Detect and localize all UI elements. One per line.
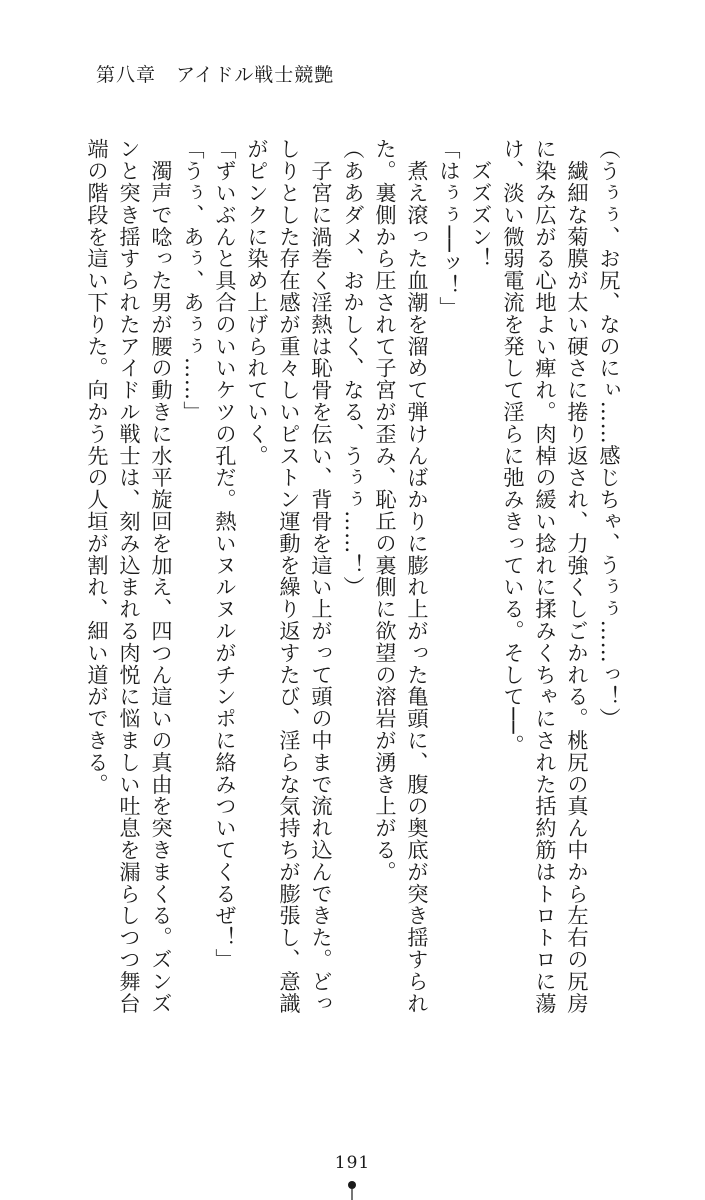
text-line: 煮え滾った血潮を溜めて弾けんばかりに膨れ上がった亀頭に、腹の奥底が突き揺すられ [405, 138, 430, 1014]
text-line: 「うぅ、あぅ、あぅぅ……」 [181, 138, 206, 423]
text-line: （ああダメ、おかしく、なる、うぅぅ……！） [341, 138, 366, 598]
text-line: 「ずいぶんと具合のいいケツの孔だ。熱いヌルヌルがチンポに絡みついてくるぜ！」 [213, 138, 238, 971]
text-line: け、淡い微弱電流を発して淫らに弛みきっている。そして──。 [501, 138, 526, 757]
text-line: しりとした存在感が重々しいピストン運動を繰り返すたび、淫らな気持ちが膨張し、意識 [277, 138, 302, 1014]
text-line: た。裏側から圧されて子宮が歪み、恥丘の裏側に欲望の溶岩が湧き上がる。 [373, 138, 398, 883]
text-line: に染み広がる心地よい痺れ。肉棹の緩い捻れに揉みくちゃにされた括約筋はトロトロに蕩 [533, 138, 558, 1014]
text-line: 端の階段を這い下りた。向かう先の人垣が割れ、細い道ができる。 [85, 138, 110, 795]
page-number: 191 [334, 1153, 371, 1173]
text-line: 子宮に渦巻く淫熱は恥骨を伝い、背骨を這い上がって頭の中まで流れ込んできた。どっ [309, 138, 334, 1014]
text-line: ズズズン！ [469, 138, 494, 270]
running-header: 第八章 アイドル戦士競艶 [96, 64, 335, 86]
body-text [81, 138, 625, 1123]
text-line: ンと突き揺すられたアイドル戦士は、刻み込まれる肉悦に悩ましい吐息を漏らしつつ舞台 [117, 138, 142, 1014]
text-line: がピンクに染め上げられていく。 [245, 138, 270, 467]
page-marker-icon [347, 1180, 357, 1200]
text-line: 繊細な菊膜が太い硬さに捲り返され、力強くしごかれる。桃尻の真ん中から左右の尻房 [565, 138, 590, 1014]
text-line: （うぅぅ、お尻、なのにぃ……感じちゃ、うぅぅ……っ！） [597, 138, 622, 730]
text-line: 「はぅぅ──ッ！」 [437, 138, 462, 319]
text-line: 濁声で唸った男が腰の動きに水平旋回を加え、四つん這いの真由を突きまくる。ズンズ [149, 138, 174, 1014]
